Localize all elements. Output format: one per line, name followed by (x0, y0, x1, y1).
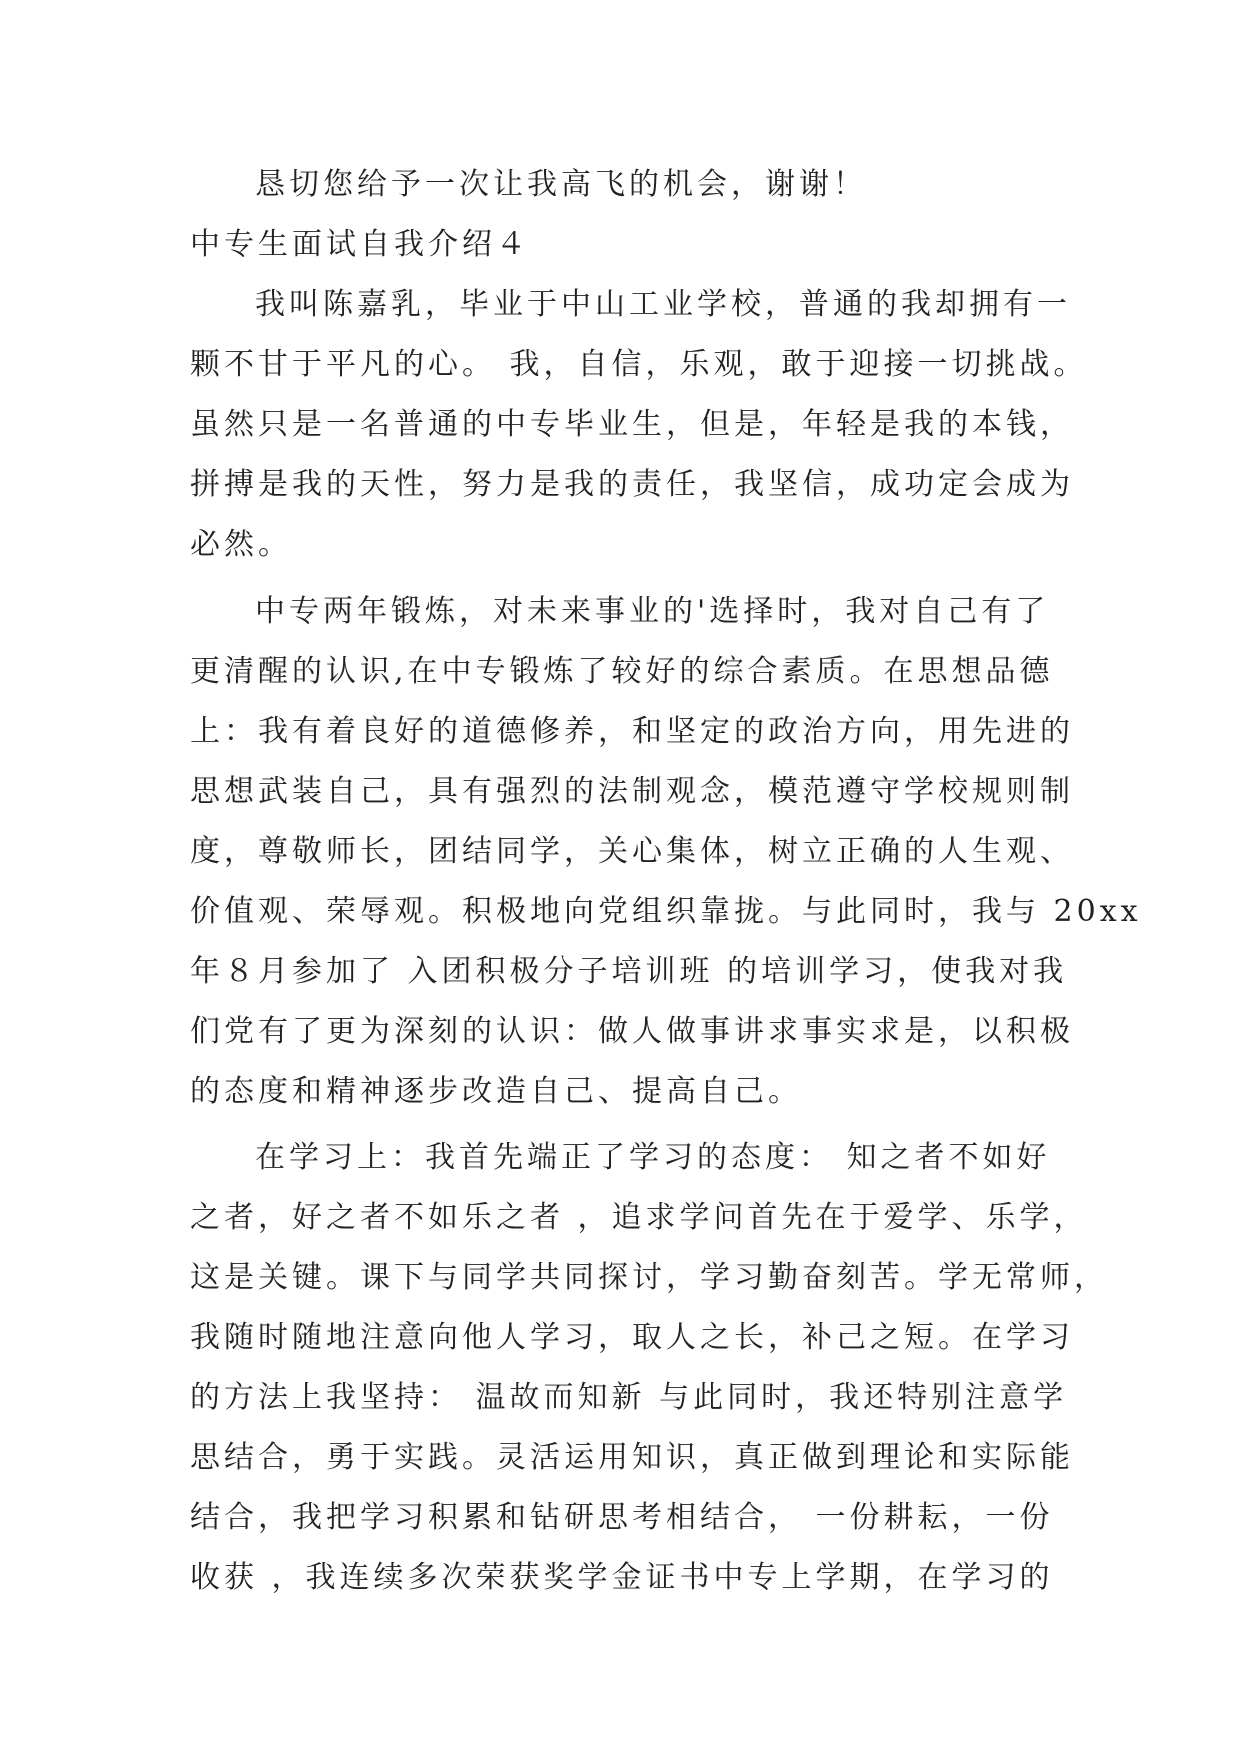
paragraph-line: 必然。 (190, 527, 292, 562)
paragraph-line: 拼搏是我的天性，努力是我的责任，我坚信，成功定会成为 (190, 467, 1074, 502)
paragraph-line: 更清醒的认识,在中专锻炼了较好的综合素质。在思想品德 (190, 654, 1054, 689)
paragraph-line: 的态度和精神逐步改造自己、提高自己。 (190, 1074, 802, 1109)
paragraph-line: 收获 ，我连续多次荣获奖学金证书中专上学期，在学习的 (190, 1560, 1054, 1595)
paragraph-line: 度，尊敬师长，团结同学，关心集体，树立正确的人生观、 (190, 834, 1074, 869)
paragraph-line: 价值观、荣辱观。积极地向党组织靠拢。与此同时，我与 20xx (190, 894, 1142, 929)
paragraph-line: 颗不甘于平凡的心。 我，自信，乐观，敢于迎接一切挑战。 (190, 347, 1088, 382)
paragraph-line: 我叫陈嘉乳，毕业于中山工业学校，普通的我却拥有一 (255, 287, 1071, 322)
paragraph-line: 之者，好之者不如乐之者 ，追求学问首先在于爱学、乐学， (190, 1200, 1088, 1235)
paragraph-line: 思想武装自己，具有强烈的法制观念，模范遵守学校规则制 (190, 774, 1074, 809)
section-heading: 中专生面试自我介绍４ (190, 227, 530, 262)
paragraph-line: 这是关键。课下与同学共同探讨，学习勤奋刻苦。学无常师， (190, 1260, 1108, 1295)
paragraph-line: 思结合，勇于实践。灵活运用知识，真正做到理论和实际能 (190, 1440, 1074, 1475)
paragraph-line: 结合，我把学习积累和钻研思考相结合， 一份耕耘，一份 (190, 1500, 1054, 1535)
paragraph-line: 的方法上我坚持： 温故而知新 与此同时，我还特别注意学 (190, 1380, 1068, 1415)
paragraph-line: 中专两年锻炼，对未来事业的'选择时，我对自己有了 (255, 594, 1050, 629)
paragraph-line: 上：我有着良好的道德修养，和坚定的政治方向，用先进的 (190, 714, 1074, 749)
paragraph-line: 在学习上：我首先端正了学习的态度： 知之者不如好 (255, 1140, 1051, 1175)
paragraph-line: 虽然只是一名普通的中专毕业生，但是，年轻是我的本钱， (190, 407, 1074, 442)
paragraph-line: 我随时随地注意向他人学习，取人之长，补己之短。在学习 (190, 1320, 1074, 1355)
paragraph-line: 年８月参加了 入团积极分子培训班 的培训学习，使我对我 (190, 954, 1068, 989)
closing-line: 恳切您给予一次让我高飞的机会，谢谢！ (255, 167, 867, 202)
paragraph-line: 们党有了更为深刻的认识：做人做事讲求事实求是，以积极 (190, 1014, 1074, 1049)
